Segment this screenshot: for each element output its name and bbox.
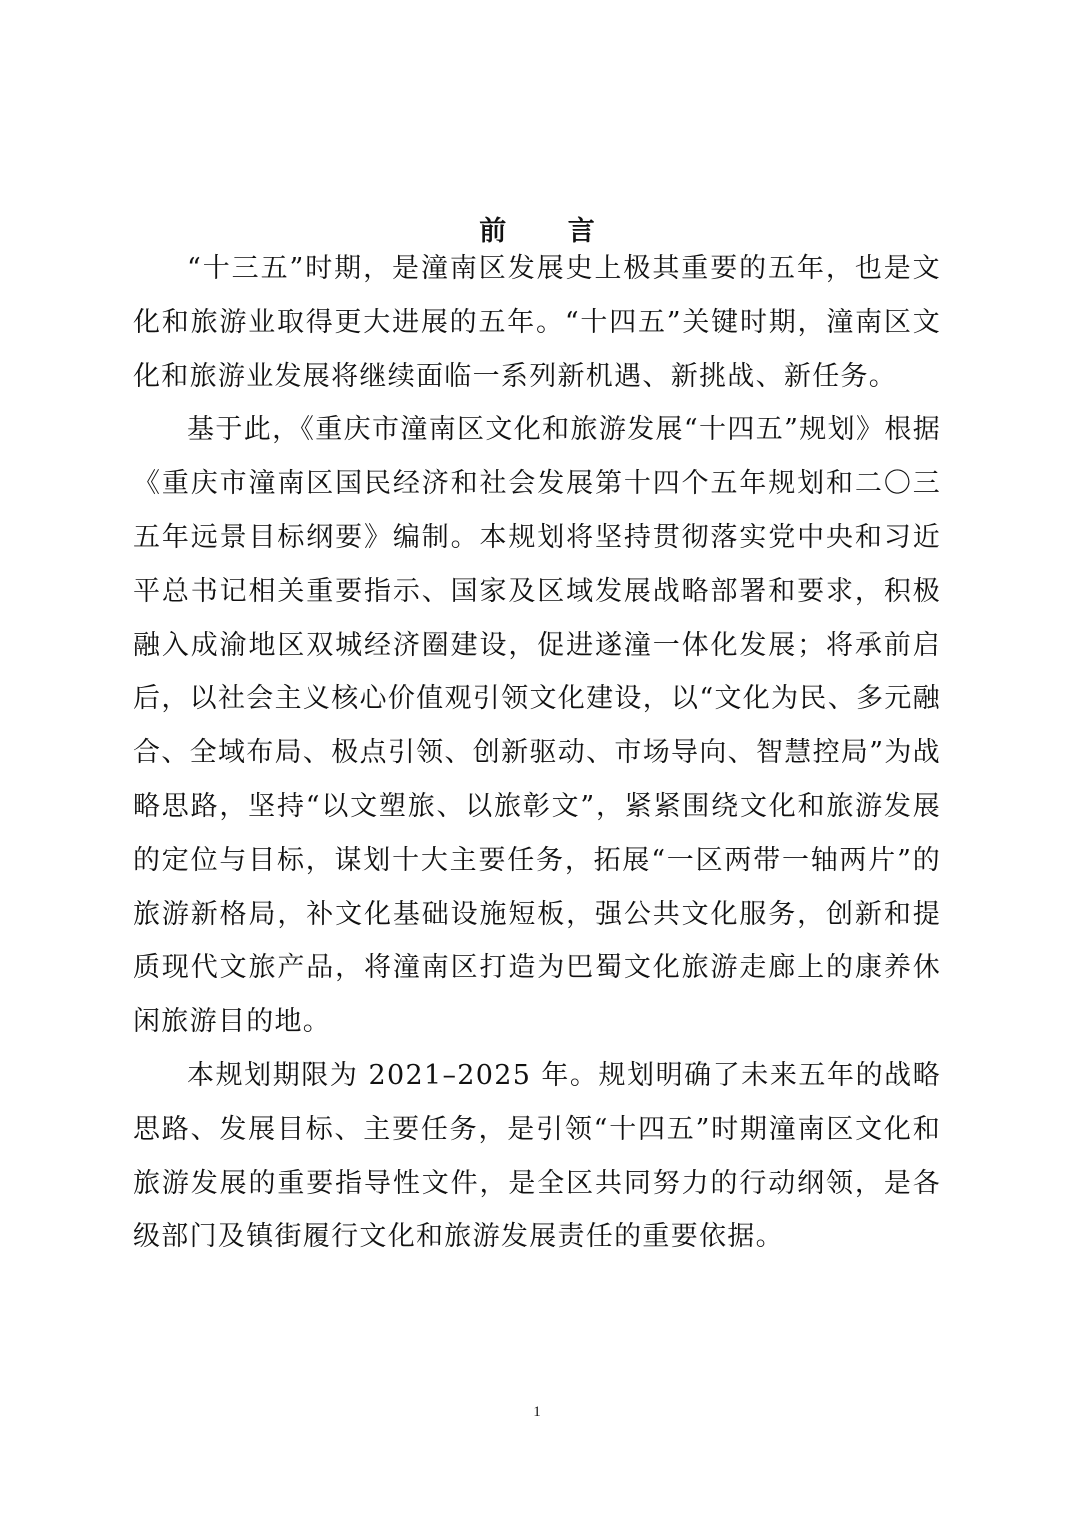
body-text	[133, 242, 941, 1264]
paragraph-period: 本规划期限为 2021–2025 年。规划明确了未来五年的战略思路、发展目标、主要任务，是引领“十四五”时期潼南区文化和旅游发展的重要指导性文件，是全区共同努力的行动纲领，是各级部门及镇街履行文化和旅游发展责任的重要依据。	[133, 1059, 941, 1253]
paragraph-intro: “十三五”时期，是潼南区发展史上极其重要的五年，也是文化和旅游业取得更大进展的五年。“十四五”关键时期，潼南区文化和旅游业发展将继续面临一系列新机遇、新挑战、新任务。	[133, 253, 941, 392]
page-number: 1	[533, 1404, 541, 1420]
page-title: 前 言	[479, 216, 621, 248]
paragraph-basis: 基于此，《重庆市潼南区文化和旅游发展“十四五”规划》根据《重庆市潼南区国民经济和社会发展第十四个五年规划和二〇三五年远景目标纲要》编制。本规划将坚持贯彻落实党中央和习近平总书记相关重要指示、国家及区域发展战略部署和要求，积极融入成渝地区双城经济圈建设，促进遂潼一体化发展；将承前启后，以社会主义核心价值观引领文化建设，以“文化为民、多元融合、全域布局、极点引领、创新驱动、市场导向、智慧控局”为战略思路，坚持“以文塑旅、以旅彰文”，紧紧围绕文化和旅游发展的定位与目标，谋划十大主要任务，拓展“一区两带一轴两片”的旅游新格局，补文化基础设施短板，强公共文化服务，创新和提质现代文旅产品，将潼南区打造为巴蜀文化旅游走廊上的康养休闲旅游目的地。	[133, 414, 941, 1038]
